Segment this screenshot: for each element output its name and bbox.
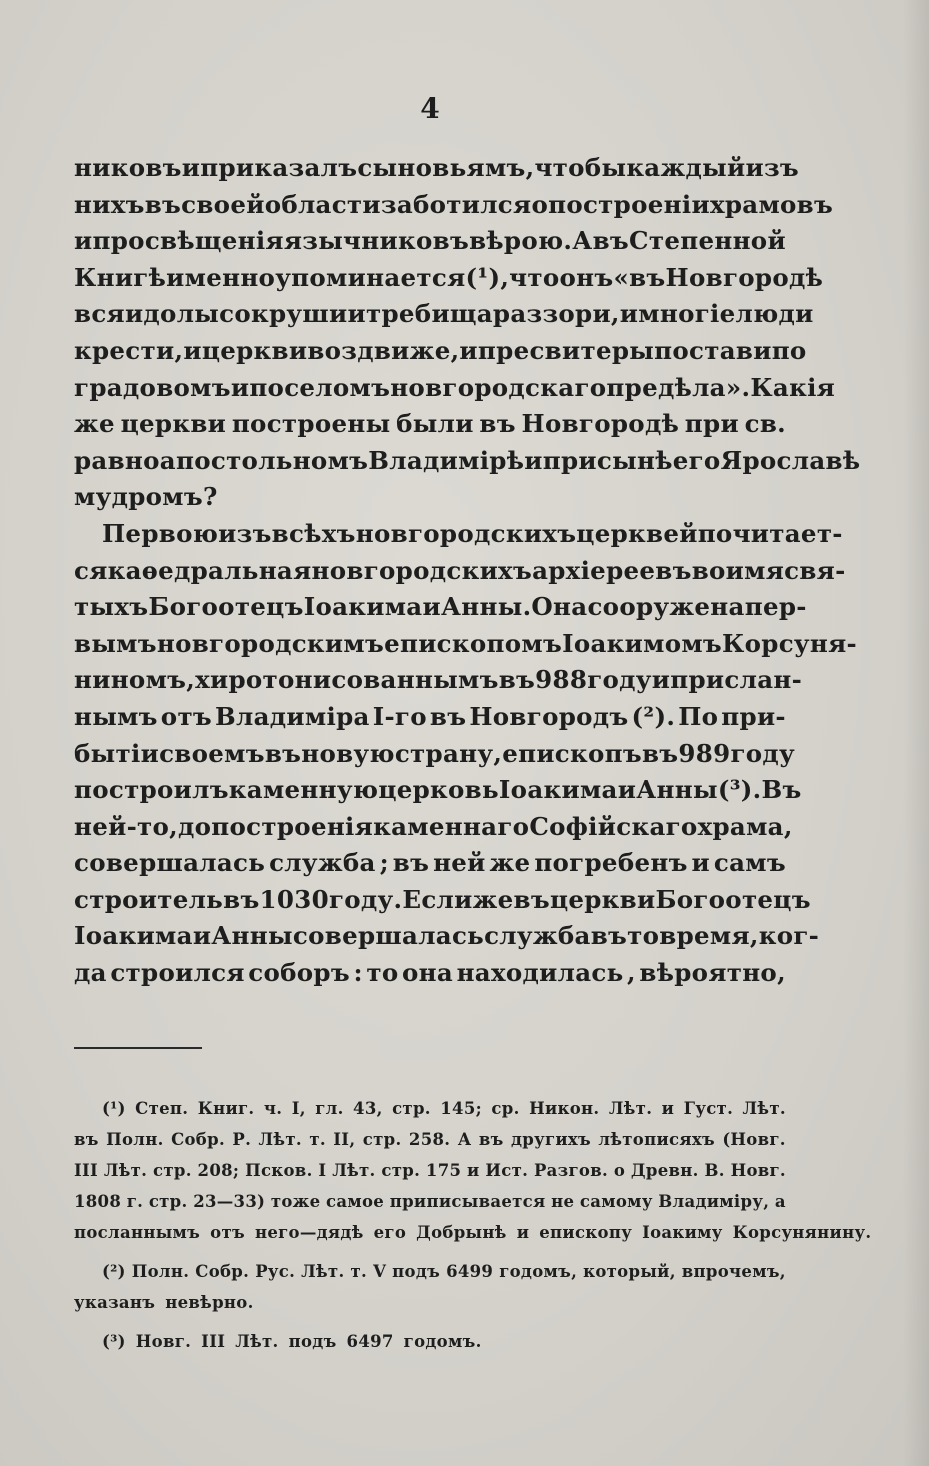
footnote-line: (¹) Степ. Книг. ч. I, гл. 43, стр. 145; ср. Никон. Лѣт. и Густ. Лѣт.: [102, 1099, 786, 1118]
body-text: [74, 150, 861, 992]
text-line: равноапостольномъ Владимірѣ и при сынѣ его Ярославѣ: [74, 445, 861, 475]
footnote-line: (²) Полн. Собр. Рус. Лѣт. т. V подъ 6499 годомъ, который, впрочемъ,: [102, 1262, 786, 1281]
text-line: тыхъ Богоотецъ Іоакима и Анны. Она сооружена пер-: [74, 592, 807, 622]
text-line: никовъ и приказалъ сыновьямъ, чтобы каждый изъ: [74, 153, 799, 182]
text-line: нихъ въ своей области заботился о построеніи храмовъ: [74, 189, 834, 219]
footnote-gap: [74, 1248, 786, 1256]
footnote-line: посланнымъ отъ него—дядѣ его Добрынѣ и епископу Іоакиму Корсунянину.: [74, 1223, 872, 1242]
text-line: Книгѣ именно упоминается (¹), что онъ «въ Новгородѣ: [74, 262, 824, 292]
text-line: вымъ новгородскимъ епископомъ Іоакимомъ Корсуня-: [74, 628, 857, 658]
footnote-line: III Лѣт. стр. 208; Псков. I Лѣт. стр. 175 и Ист. Разгов. о Древн. В. Новг.: [74, 1161, 786, 1180]
text-line: построилъ каменную церковь Іоакима и Анны (³). Въ: [74, 775, 802, 805]
footnotes: [74, 1093, 872, 1357]
footnote: [74, 1093, 872, 1248]
text-line: Іоакима и Анны совершалась служба въ то время, ког-: [74, 921, 820, 951]
text-line: градовомъ и по селомъ новгородскаго предѣла». Какія: [74, 372, 836, 402]
text-line: Первою изъ всѣхъ новгородскихъ церквей почитает-: [102, 518, 843, 548]
text-line: ней-то, до построенія каменнаго Софійскаго храма,: [74, 811, 793, 841]
text-line: ся каѳедральная новгородскихъ архіереевъ во имя свя-: [74, 555, 846, 585]
text-line: и просвѣщенія язычниковъ вѣрою. А въ Степенной: [74, 226, 786, 256]
text-line: крести , и церкви воздвиже, и пресвитеры постави по: [74, 335, 807, 365]
footnote-line: въ Полн. Собр. Р. Лѣт. т. II, стр. 258. А въ другихъ лѣтописяхъ (Новг.: [74, 1130, 786, 1149]
footnote: [74, 1326, 786, 1357]
page-number: 4: [420, 92, 440, 125]
footnote-gap: [74, 1318, 786, 1326]
footnote-line: 1808 г. стр. 23—33) тоже самое приписывается не самому Владиміру, а: [74, 1192, 786, 1211]
text-line: же церкви построены были въ Новгородѣ при св.: [74, 409, 786, 439]
text-line: вся идолы сокруши и требища раззори, и многіе люди: [74, 299, 814, 329]
footnote-line: (³) Новг. III Лѣт. подъ 6497 годомъ.: [102, 1332, 482, 1351]
text-line: нымъ отъ Владиміра І-го въ Новгородъ (²). По при-: [74, 701, 786, 731]
text-line: да строился соборъ : то она находилась , вѣроятно,: [74, 958, 786, 988]
text-line: ниномъ, хиротонисованнымъ въ 988 году и прислан-: [74, 665, 803, 695]
footnote: [74, 1256, 786, 1318]
text-line: бытіи своемъ въ новую страну, епископъ въ 989 году: [74, 738, 796, 768]
spine-shadow: [903, 0, 929, 1466]
text-line: строитель въ 1030 году. Если же въ церкви Богоотецъ: [74, 884, 811, 914]
footnote-rule: [74, 1047, 202, 1049]
footnote-line: указанъ невѣрно.: [74, 1293, 254, 1312]
text-line: совершалась служба ; въ ней же погребенъ и самъ: [74, 848, 786, 878]
text-line: мудромъ?: [74, 482, 218, 512]
